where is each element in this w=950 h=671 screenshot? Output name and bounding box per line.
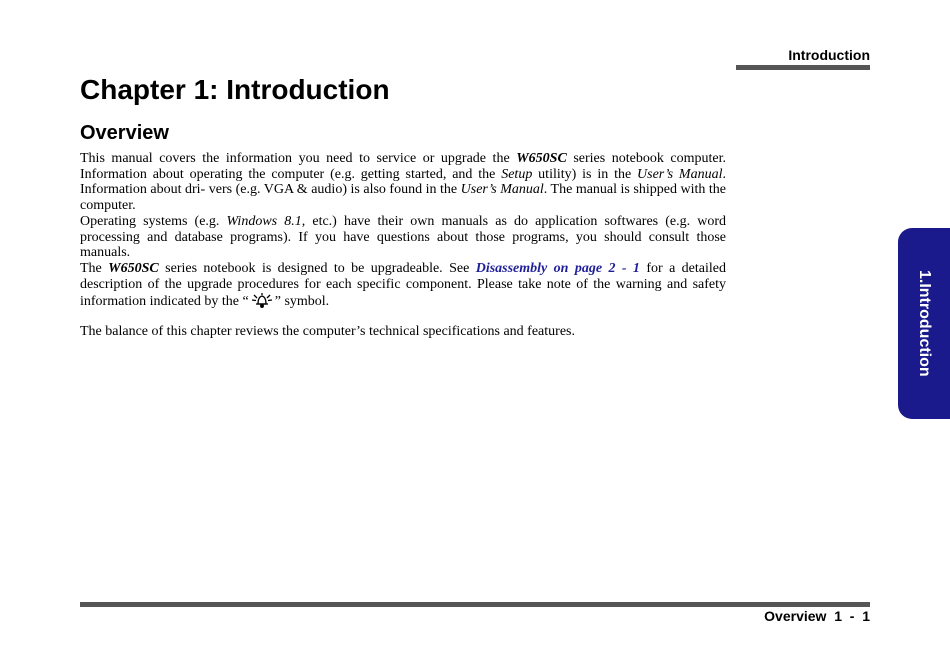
os-name: Windows 8.1,: [226, 214, 306, 229]
model-name: W650SC: [108, 261, 159, 276]
text-run: This manual covers the information you need to service or upgrade the: [80, 151, 517, 166]
warning-bell-icon: [249, 292, 275, 313]
text-run: series notebook is designed to be upgradeable. See: [158, 261, 476, 276]
side-tab-label: 1.Introduction: [916, 270, 933, 377]
paragraph-4: The balance of this chapter reviews the computer’s technical specifications and features.: [80, 324, 575, 339]
paragraph-1: [80, 151, 726, 213]
users-manual-term: User’s Manual: [637, 166, 723, 182]
text-run: . Information about dri- vers (e.g. VGA & audio) is also found in the: [80, 166, 726, 198]
section-title: Overview: [80, 122, 169, 144]
text-run: ” symbol.: [274, 294, 330, 310]
page-footer: Overview 1 - 1: [764, 608, 870, 624]
text-run: for a detailed description of the upgrade procedures for each specific component. Please take note of the warning and safety information indicated by the “: [80, 261, 726, 310]
side-tab-label-wrap: [898, 228, 950, 419]
chapter-title: Chapter 1: Introduction: [80, 74, 390, 105]
disassembly-link[interactable]: Disassembly on page 2 - 1: [475, 261, 640, 276]
paragraph-3: [80, 261, 726, 313]
setup-term: Setup: [501, 166, 533, 182]
paragraph-2: [80, 214, 726, 261]
users-manual-term: User’s Manual: [460, 182, 544, 198]
text-run: Operating systems (e.g.: [80, 214, 227, 229]
header-rule: [736, 65, 870, 70]
footer-rule: [80, 602, 870, 607]
header-title: Introduction: [788, 47, 870, 63]
text-run: etc.) have their own manuals as do application softwares (e.g. word processing and database programs). If you have questions about those programs, you should consult those manuals.: [80, 214, 726, 261]
text-run: The: [80, 261, 109, 276]
text-run: series notebook computer. Information about operating the computer (e.g. getting started, and the: [80, 151, 726, 182]
text-run: utility) is in the: [532, 166, 638, 182]
text-run: . The manual is shipped with the computer.: [80, 182, 726, 213]
model-name: W650SC: [516, 151, 567, 166]
